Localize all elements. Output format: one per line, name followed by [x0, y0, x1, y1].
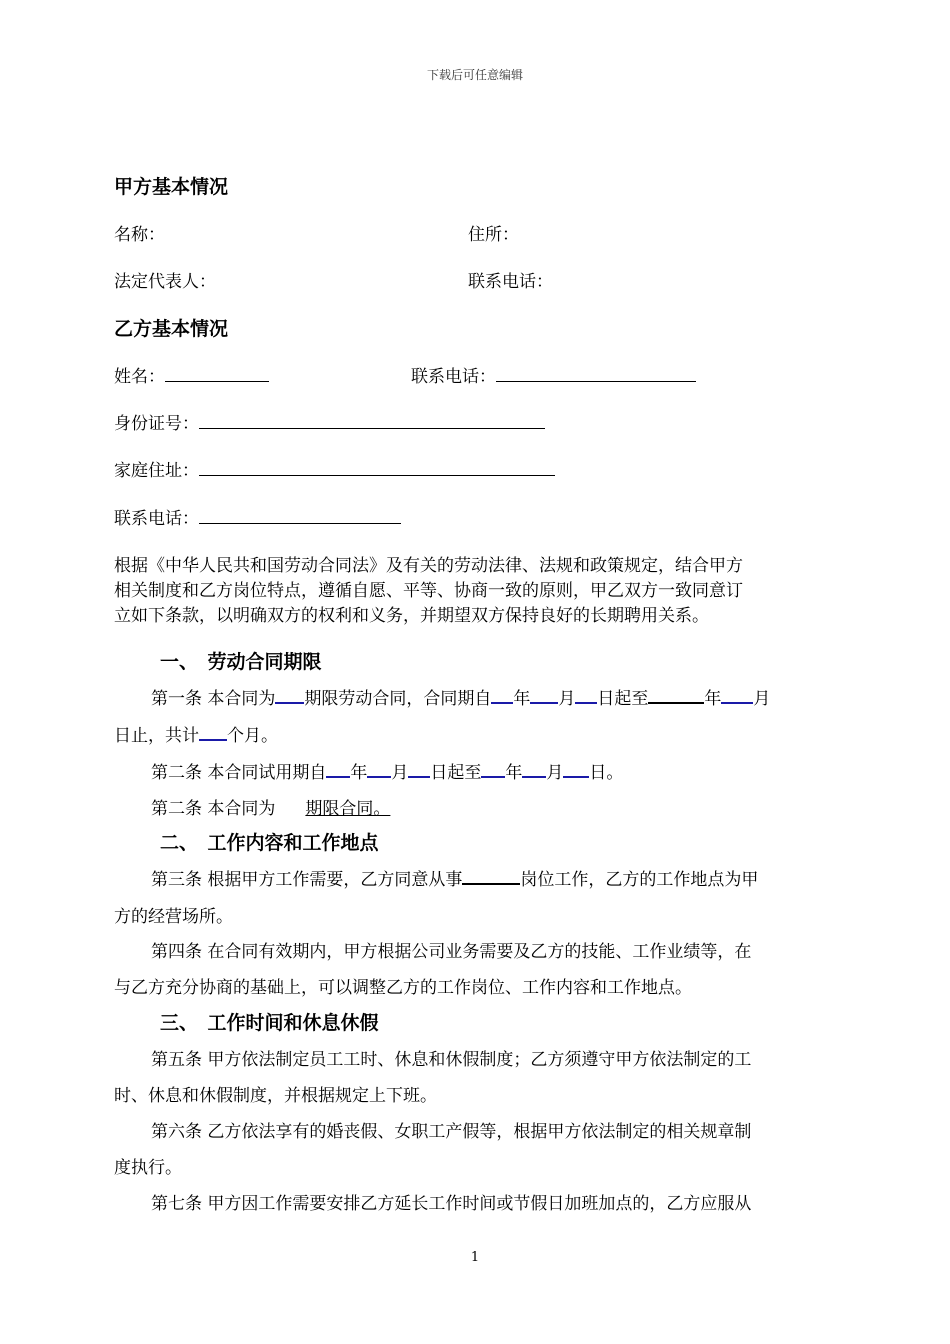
art2a-blank-start-year[interactable]: [326, 776, 350, 778]
art2b-text-a: 第二条 本合同为: [151, 799, 276, 819]
intro-line-3: 立如下条款，以明确双方的权利和义务，并期望双方保持良好的长期聘用关系。: [114, 606, 709, 626]
art1-text-i: 个月。: [227, 726, 278, 746]
art1-blank-end-month[interactable]: [721, 702, 753, 704]
section-1-heading: 一、 劳动合同期限: [160, 651, 322, 673]
party-b-phone2-row: [114, 504, 401, 529]
art3-text-a: 第三条 根据甲方工作需要，乙方同意从事: [151, 870, 463, 890]
art2a-blank-end-day[interactable]: [563, 776, 589, 778]
party-b-id-row: [114, 409, 545, 434]
art2a-blank-end-year[interactable]: [481, 776, 505, 778]
party-b-heading: 乙方基本情况: [114, 318, 229, 340]
article-1-line-1: [151, 684, 770, 709]
art2a-text-f: 月: [546, 763, 564, 783]
art1-text-b: 期限劳动合同，合同期自: [304, 689, 492, 709]
art2a-text-b: 年: [350, 763, 368, 783]
art1-text-c: 年: [513, 689, 531, 709]
art2a-text-a: 第二条 本合同试用期自: [151, 763, 327, 783]
page-number: 1: [470, 1250, 480, 1265]
party-a-heading: 甲方基本情况: [114, 176, 229, 198]
article-2a: [151, 758, 623, 783]
article-3-line-2: 方的经营场所。: [114, 907, 233, 927]
article-4-line-1: 第四条 在合同有效期内，甲方根据公司业务需要及乙方的技能、工作业绩等，在: [151, 942, 752, 962]
article-6-line-2: 度执行。: [114, 1158, 182, 1178]
art1-blank-start-day[interactable]: [575, 702, 597, 704]
article-2b: [151, 794, 390, 819]
art2b-underlined[interactable]: [275, 799, 390, 819]
party-b-phone2-label: 联系电话：: [114, 509, 199, 529]
art1-text-a: 第一条 本合同为: [151, 689, 276, 709]
intro-line-1: 根据《中华人民共和国劳动合同法》及有关的劳动法律、法规和政策规定，结合甲方: [114, 556, 743, 576]
art1-blank-type[interactable]: [275, 702, 304, 704]
party-a-phone-label: 联系电话：: [468, 272, 553, 292]
section-3-heading: 三、 工作时间和休息休假: [160, 1012, 379, 1034]
party-b-home-blank[interactable]: [199, 460, 555, 476]
header-note: 下载后可任意编辑: [426, 68, 523, 82]
party-b-phone-blank[interactable]: [496, 366, 696, 382]
party-b-id-blank[interactable]: [199, 413, 545, 429]
art1-blank-end-year[interactable]: [648, 702, 704, 704]
art1-text-f: 年: [704, 689, 722, 709]
party-b-phone-row: [411, 362, 696, 387]
art1-blank-months[interactable]: [199, 739, 227, 741]
party-a-rep-label: 法定代表人：: [114, 272, 216, 292]
art2a-text-d: 日起至: [430, 763, 482, 783]
art1-text-e: 日起至: [597, 689, 649, 709]
party-b-id-label: 身份证号：: [114, 414, 199, 434]
article-6-line-1: 第六条 乙方依法享有的婚丧假、女职工产假等，根据甲方依法制定的相关规章制: [151, 1122, 752, 1142]
art2a-blank-start-month[interactable]: [367, 776, 391, 778]
art1-text-g: 月: [753, 689, 771, 709]
party-b-name-row: [114, 362, 269, 387]
party-b-phone2-blank[interactable]: [199, 508, 401, 524]
article-4-line-2: 与乙方充分协商的基础上，可以调整乙方的工作岗位、工作内容和工作地点。: [114, 978, 692, 998]
party-b-home-row: [114, 456, 555, 481]
art3-blank-position[interactable]: [462, 883, 520, 885]
party-b-name-label: 姓名：: [114, 367, 165, 387]
art1-blank-start-year[interactable]: [491, 702, 513, 704]
art2a-text-c: 月: [391, 763, 409, 783]
art2a-blank-start-day[interactable]: [408, 776, 430, 778]
art2a-text-g: 日。: [589, 763, 624, 783]
party-a-name-label: 名称：: [114, 225, 165, 245]
article-7-line-1: 第七条 甲方因工作需要安排乙方延长工作时间或节假日加班加点的，乙方应服从: [151, 1194, 752, 1214]
art3-text-b: 岗位工作，乙方的工作地点为甲: [520, 870, 759, 890]
article-5-line-2: 时、休息和休假制度，并根据规定上下班。: [114, 1086, 437, 1106]
article-5-line-1: 第五条 甲方依法制定员工工时、休息和休假制度；乙方须遵守甲方依法制定的工: [151, 1050, 752, 1070]
party-a-address-label: 住所：: [468, 225, 519, 245]
party-b-phone-label: 联系电话：: [411, 367, 496, 387]
art2a-text-e: 年: [505, 763, 523, 783]
article-3-line-1: [151, 865, 758, 890]
article-1-line-2: [114, 721, 278, 746]
art1-text-d: 月: [558, 689, 576, 709]
art1-blank-start-month[interactable]: [530, 702, 558, 704]
section-2-heading: 二、 工作内容和工作地点: [160, 832, 379, 854]
intro-line-2: 相关制度和乙方岗位特点，遵循自愿、平等、协商一致的原则，甲乙双方一致同意订: [114, 581, 743, 601]
party-b-name-blank[interactable]: [165, 366, 269, 382]
art2a-blank-end-month[interactable]: [522, 776, 546, 778]
party-b-home-label: 家庭住址：: [114, 461, 199, 481]
art1-text-h: 日止，共计: [114, 726, 199, 746]
art2b-text-b: 期限合同。: [305, 799, 391, 819]
